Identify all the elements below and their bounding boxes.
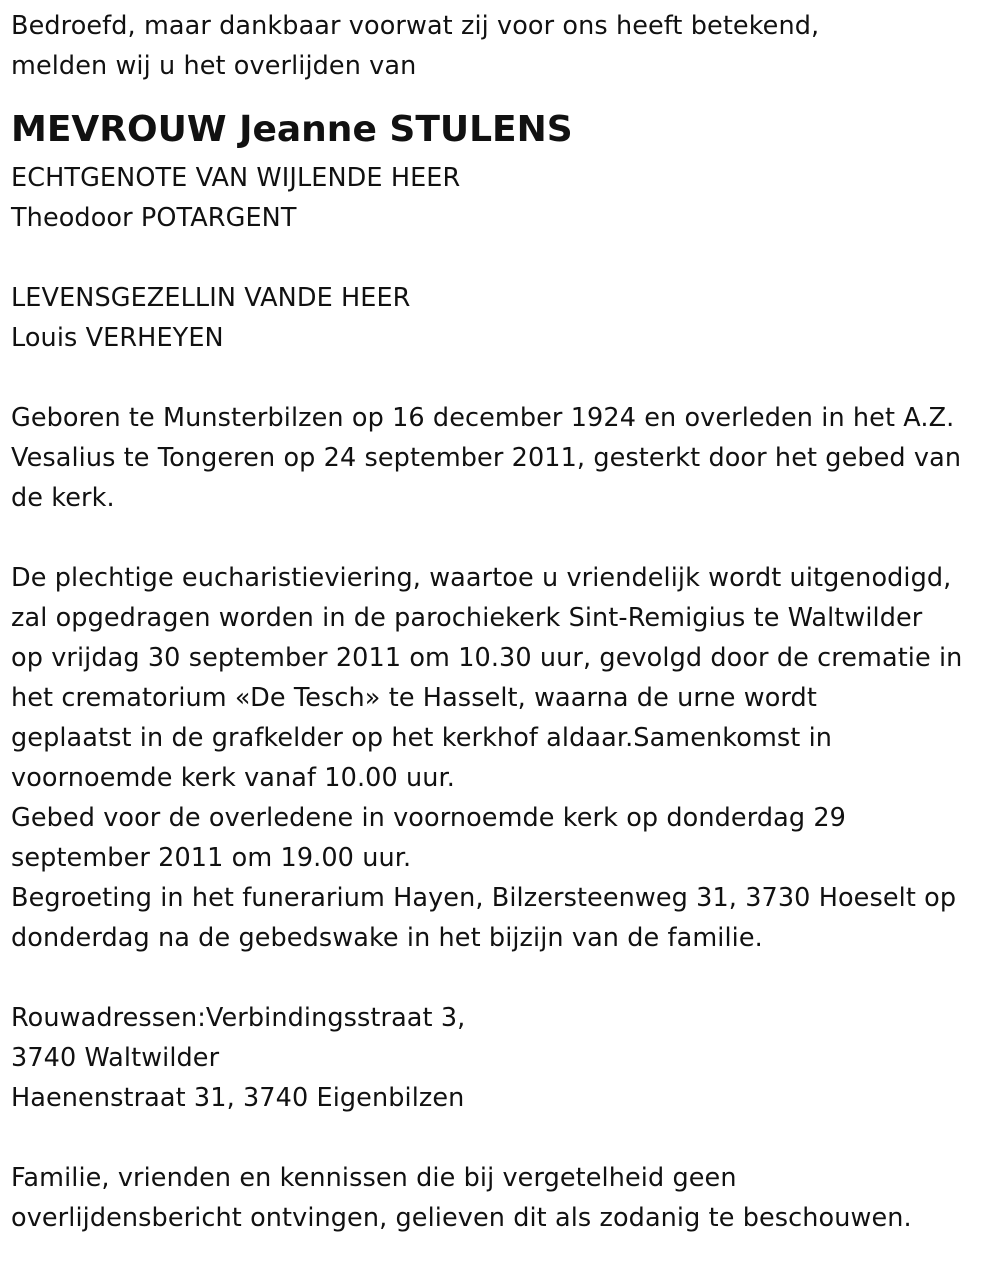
birth-death-line: Geboren te Munsterbilzen op 16 december 1924 en overleden in het A.Z.: [11, 403, 955, 433]
birth-death-paragraph: [11, 398, 996, 518]
ceremony-line: De plechtige eucharistieviering, waartoe u vriendelijk wordt uitgenodigd,: [11, 563, 952, 593]
spacer: [11, 358, 996, 398]
ceremony-line: voornoemde kerk vanaf 10.00 uur.: [11, 763, 455, 793]
address-line: Rouwadressen:Verbindingsstraat 3,: [11, 1003, 466, 1033]
ceremony-line: donderdag na de gebedswake in het bijzijn van de familie.: [11, 923, 763, 953]
ceremony-line: op vrijdag 30 september 2011 om 10.30 uur, gevolgd door de crematie in: [11, 643, 963, 673]
spacer: [11, 958, 996, 998]
birth-death-line: Vesalius te Tongeren op 24 september 2011, gesterkt door het gebed van: [11, 443, 962, 473]
closing-paragraph: [11, 1158, 996, 1238]
partner-line: LEVENSGEZELLIN VANDE HEER: [11, 283, 411, 313]
intro-line: melden wij u het overlijden van: [11, 51, 417, 81]
intro-paragraph: [11, 6, 996, 86]
addresses-block: [11, 998, 996, 1118]
partner-name: Louis VERHEYEN: [11, 323, 224, 353]
death-notice: [11, 0, 996, 1238]
ceremony-line: geplaatst in de grafkelder op het kerkhof aldaar.Samenkomst in: [11, 723, 833, 753]
ceremony-paragraph: [11, 558, 996, 958]
spacer: [11, 1118, 996, 1158]
closing-line: Familie, vrienden en kennissen die bij vergetelheid geen: [11, 1163, 737, 1193]
ceremony-line: Gebed voor de overledene in voornoemde kerk op donderdag 29: [11, 803, 847, 833]
birth-death-line: de kerk.: [11, 483, 115, 513]
ceremony-line: september 2011 om 19.00 uur.: [11, 843, 412, 873]
deceased-name: MEVROUW Jeanne STULENS: [11, 109, 573, 150]
intro-line: Bedroefd, maar dankbaar voorwat zij voor ons heeft betekend,: [11, 11, 820, 41]
spouse-line: ECHTGENOTE VAN WIJLENDE HEER: [11, 163, 461, 193]
spouse-name: Theodoor POTARGENT: [11, 203, 297, 233]
ceremony-line: Begroeting in het funerarium Hayen, Bilzersteenweg 31, 3730 Hoeselt op: [11, 883, 957, 913]
spacer: [11, 238, 996, 278]
spouse-block: [11, 158, 996, 238]
spacer: [11, 518, 996, 558]
address-line: 3740 Waltwilder: [11, 1043, 220, 1073]
address-line: Haenenstraat 31, 3740 Eigenbilzen: [11, 1083, 465, 1113]
ceremony-line: het crematorium «De Tesch» te Hasselt, waarna de urne wordt: [11, 683, 817, 713]
ceremony-line: zal opgedragen worden in de parochiekerk Sint-Remigius te Waltwilder: [11, 603, 923, 633]
closing-line: overlijdensbericht ontvingen, gelieven dit als zodanig te beschouwen.: [11, 1203, 912, 1233]
partner-block: [11, 278, 996, 358]
